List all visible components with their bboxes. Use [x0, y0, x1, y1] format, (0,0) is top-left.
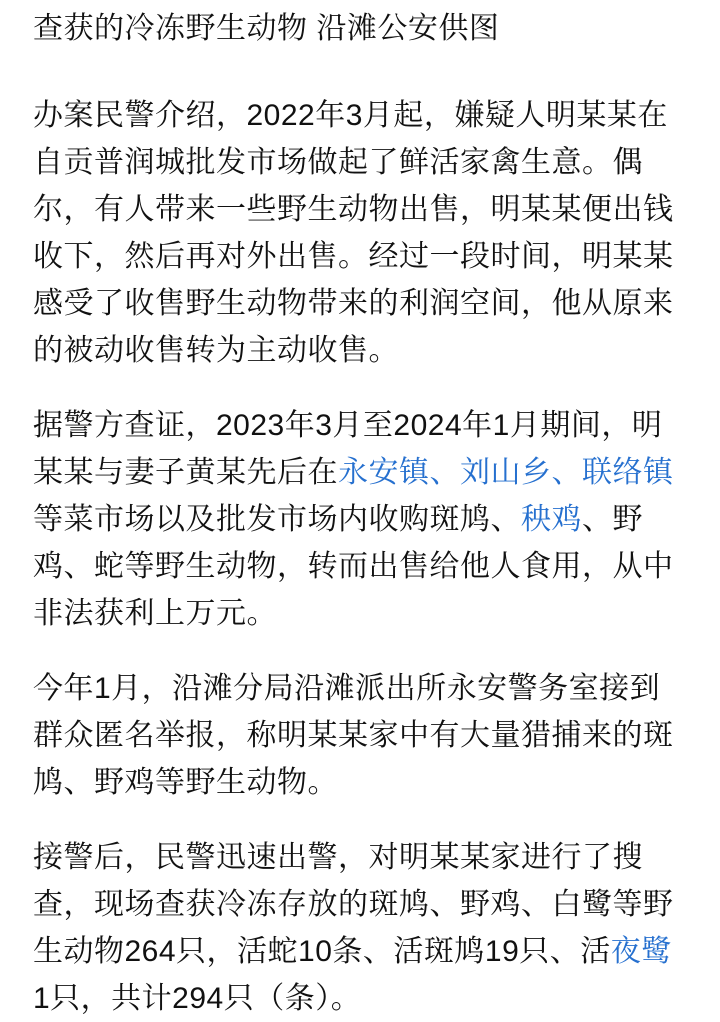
- entity-link[interactable]: 夜鹭: [610, 935, 672, 968]
- paragraph: [33, 834, 687, 1022]
- entity-link[interactable]: 永安镇、刘山乡、联络镇: [338, 456, 674, 489]
- image-caption: 查获的冷冻野生动物 沿滩公安供图: [33, 12, 500, 45]
- paragraph: [33, 665, 687, 806]
- text-run: 接警后，民警迅速出警，对明某某家进行了搜查，现场查获冷冻存放的斑鸠、野鸡、白鹭等野生动物264只，活蛇10条、活斑鸠19只、活: [33, 841, 674, 968]
- paragraph: [33, 402, 687, 637]
- text-run: 据警方查证，2023年3月至2024年1月期间，明某某与妻子黄某先后在: [33, 409, 663, 489]
- entity-link[interactable]: 秧鸡: [521, 503, 582, 536]
- text-run: 1只，共计294只（条）。: [33, 982, 362, 1015]
- text-run: 今年1月，沿滩分局沿滩派出所永安警务室接到群众匿名举报，称明某某家中有大量猎捕来的斑鸠、野鸡等野生动物。: [33, 672, 674, 799]
- text-run: 、野鸡、蛇等野生动物，转而出售给他人食用，从中非法获利上万元。: [33, 503, 674, 630]
- text-run: 等菜市场以及批发市场内收购斑鸠、: [33, 503, 521, 536]
- text-run: 办案民警介绍，2022年3月起，嫌疑人明某某在自贡普润城批发市场做起了鲜活家禽生意。偶尔，有人带来一些野生动物出售，明某某便出钱收下，然后再对外出售。经过一段时间，明某某感受了收售野生动物带来的利润空间，他从原来的被动收售转为主动收售。: [33, 99, 674, 367]
- paragraph: [33, 92, 687, 374]
- paragraph-container: [33, 92, 687, 1022]
